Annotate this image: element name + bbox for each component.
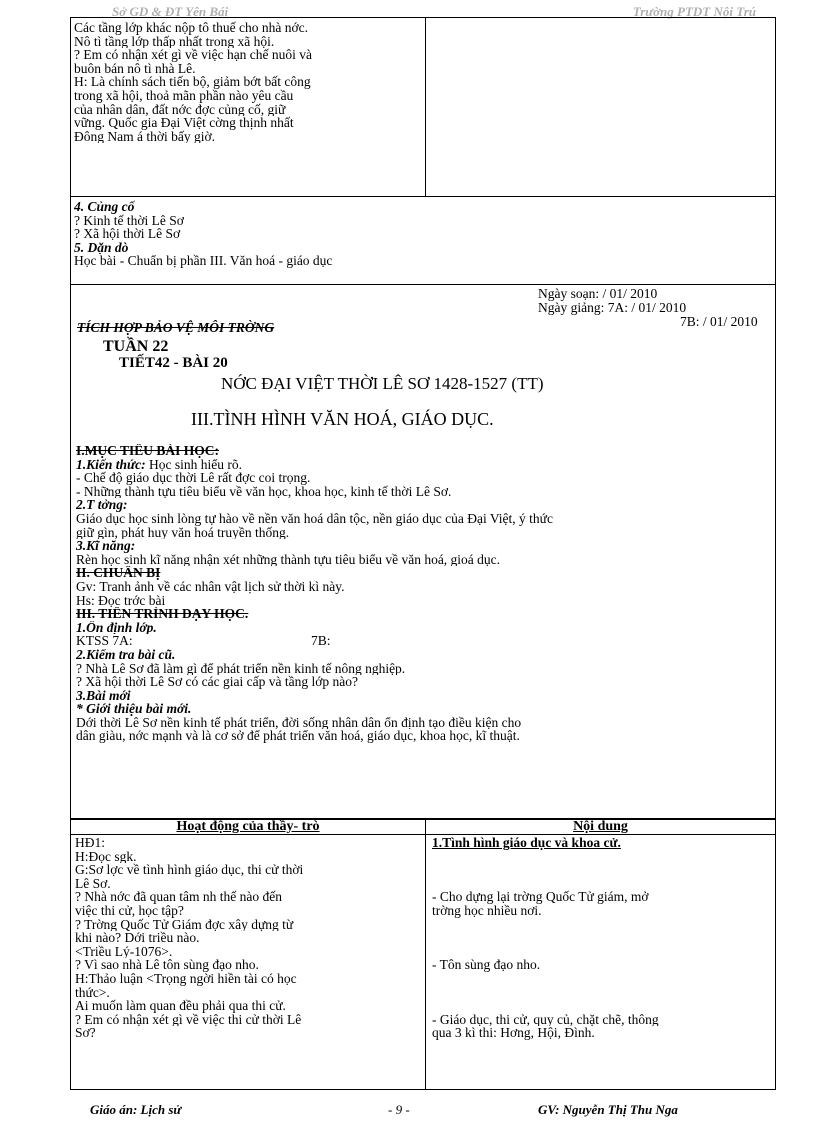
content-line	[432, 918, 775, 932]
subsection-heading: 2.T tởng:	[76, 498, 128, 512]
activity-line: H:Thảo luận <Trọng ngời hiền tài có học	[75, 971, 297, 986]
continuation-text	[74, 21, 425, 143]
content-line: - Cho dựng lại trờng Quốc Tử giám, mở	[432, 890, 649, 904]
activity-line: ? Em có nhận xét gì về việc thi cử thời Lê	[75, 1012, 302, 1027]
activity-line: G:Sơ lợc về tình hình giáo dục, thi cử thời	[75, 863, 304, 877]
date-prepared: Ngày soạn: / 01/ 2010	[538, 286, 658, 301]
body-line: Giáo dục học sinh lòng tự hào về nền văn hoá dân tộc, nền giáo dục của Đại Việt, ý thức	[76, 511, 553, 526]
activity-line: Ai muốn làm quan đều phải qua thi cử.	[75, 999, 286, 1013]
subsection-heading: 2.Kiểm tra bài cũ.	[76, 647, 176, 662]
activity-col-left	[71, 820, 426, 1089]
activity-line: H:Đọc sgk.	[75, 849, 137, 864]
continuation-table	[70, 17, 776, 197]
subsection-heading: * Giới thiệu bài mới.	[76, 702, 192, 716]
homework-text: Học bài - Chuẩn bị phần III. Văn hoá - giáo dục	[74, 254, 333, 268]
content-line	[432, 877, 775, 891]
continuation-line: Nô tì tầng lớp thấp nhất trong xã hội.	[74, 34, 275, 49]
body-line: - Những thành tựu tiêu biểu về văn học, khoa học, kinh tế thời Lê Sơ.	[76, 484, 452, 499]
activity-line: ? Nhà nớc đã quan tâm nh thế nào đến	[75, 890, 282, 904]
activity-line: <Triều Lý-1076>.	[75, 944, 173, 959]
content-col-right	[426, 820, 775, 1089]
attendance-line	[76, 634, 553, 648]
continuation-line: trong xã hội, thoả mãn phần nào yêu cầu	[74, 88, 294, 103]
activity-line: ? Trờng Quốc Tử Giám đợc xây dựng từ	[75, 917, 294, 932]
content-line: qua 3 kì thi: Hơng, Hội, Đình.	[432, 1026, 595, 1040]
knowledge-heading: 1.Kiến thức:	[76, 457, 146, 472]
continuation-line: vững. Quốc gia Đại Việt cờng thịnh nhất	[74, 116, 294, 130]
integration-note: TÍCH HỢP BẢO VỆ MÔI TRỜNG	[77, 320, 275, 335]
activity-line: Sơ?	[75, 1026, 96, 1040]
review-section	[70, 196, 776, 285]
content-line: trờng học nhiều nơi.	[432, 903, 542, 918]
content-line	[432, 850, 775, 864]
activity-text	[71, 835, 425, 1040]
date-taught-7b: 7B: / 01/ 2010	[680, 314, 758, 329]
attendance-7a: KTSS 7A:	[76, 634, 133, 648]
footer-teacher: GV: Nguyễn Thị Thu Nga	[538, 1102, 678, 1117]
body-line: Rèn học sinh kĩ năng nhận xét những thành tựu tiêu biểu về văn hoá, gioá dục.	[76, 552, 501, 567]
continuation-line: buôn bán nô tì nhà Lê.	[74, 61, 196, 76]
date-taught-7a: Ngày giảng: 7A: / 01/ 2010	[538, 300, 687, 315]
body-line: ? Xã hội thời Lê Sơ có các giai cấp và tầng lớp nào?	[76, 675, 358, 689]
section-heading: II. CHUẨN BỊ	[76, 566, 161, 580]
subsection-heading: 3.Kĩ năng:	[76, 539, 136, 553]
attendance-7b: 7B:	[311, 634, 331, 648]
content-line: - Tôn sùng đạo nho.	[432, 958, 541, 972]
continuation-line: H: Là chính sách tiến bộ, giảm bớt bất công	[74, 75, 311, 89]
continuation-line: của nhân dân, đất nớc đợc củng cố, giữ	[74, 102, 286, 117]
section-heading: III. TIẾN TRÌNH DẠY HỌC.	[76, 607, 249, 621]
continuation-line: Đông Nam á thời bấy giờ.	[74, 129, 216, 144]
activity-line: việc thi cử, học tập?	[75, 903, 184, 918]
content-line: - Giáo dục, thi cử, quy củ, chặt chẽ, thông	[432, 1012, 659, 1027]
continuation-line: Các tầng lớp khác nộp tô thuế cho nhà nớc.	[74, 21, 308, 35]
knowledge-text: Học sinh hiểu rõ.	[145, 457, 242, 472]
content-line	[432, 931, 775, 945]
review-question-society: ? Xã hội thời Lê Sơ	[74, 227, 181, 241]
lesson-body	[76, 444, 553, 743]
activity-col-header: Hoạt động của thầy- trò	[71, 820, 425, 835]
week-label: TUẦN 22	[103, 338, 169, 355]
activity-table	[70, 818, 776, 1090]
continuation-right-cell	[426, 18, 775, 196]
footer-subject: Giáo án: Lịch sử	[90, 1102, 182, 1117]
section-heading: I.MỤC TIÊU BÀI HỌC:	[76, 444, 220, 458]
content-line	[432, 945, 775, 959]
lesson-period-label: TIẾT42 - BÀI 20	[119, 355, 228, 371]
lesson-title: NỚC ĐẠI VIỆT THỜI LÊ SƠ 1428-1527 (TT)	[221, 374, 544, 393]
header-school-name: Trường PTDT Nội Trú	[632, 4, 756, 19]
review-heading: 4. Củng cố	[74, 200, 135, 214]
content-line	[432, 863, 775, 877]
activity-line: khi nào? Dới triều nào.	[75, 931, 200, 945]
content-heading: 1.Tình hình giáo dục và khoa cử.	[432, 836, 621, 850]
lesson-subtitle: III.TÌNH HÌNH VĂN HOÁ, GIÁO DỤC.	[191, 409, 494, 429]
continuation-left-cell	[71, 18, 426, 196]
content-line	[432, 972, 775, 986]
body-line: - Chế độ giáo dục thời Lê rất đợc coi trọng.	[76, 471, 311, 485]
knowledge-line	[76, 458, 553, 472]
activity-line: thức>.	[75, 985, 110, 1000]
activity-line: HĐ1:	[75, 836, 105, 850]
lesson-plan-section	[70, 284, 776, 818]
header-school-dept: Sở GD & ĐT Yên Bái	[112, 4, 229, 19]
body-line: ? Nhà Lê Sơ đã làm gì để phát triển nền kinh tế nông nghiệp.	[76, 661, 406, 676]
body-line: giữ gìn, phát huy văn hoá truyền thống.	[76, 525, 290, 540]
content-line	[432, 986, 775, 1000]
content-line	[432, 999, 775, 1013]
review-question-economy: ? Kinh tế thời Lê Sơ	[74, 213, 184, 228]
body-line: Gv: Tranh ảnh về các nhân vật lịch sử thời kì này.	[76, 579, 345, 594]
continuation-line: ? Em có nhận xét gì về việc hạn chế nuôi và	[74, 48, 313, 62]
content-col-header: Nội dung	[426, 820, 775, 835]
body-line: Hs: Đọc trớc bài	[76, 593, 166, 608]
activity-line: ? Vì sao nhà Lê tôn sùng đạo nho.	[75, 958, 259, 972]
body-line: Dới thời Lê Sơ nền kinh tế phát triển, đời sống nhân dân ổn định tạo điều kiện cho	[76, 715, 522, 730]
activity-line: Lê Sơ.	[75, 876, 111, 891]
footer-page-number: - 9 -	[388, 1102, 410, 1117]
subsection-heading: 3.Bài mới	[76, 688, 131, 703]
content-text	[432, 850, 775, 1040]
homework-heading: 5. Dặn dò	[74, 240, 129, 255]
subsection-heading: 1.Ổn định lớp.	[76, 620, 157, 635]
body-line: dân giàu, nớc mạnh và là cơ sở để phát triển văn hoá, giáo dục, khoa học, kĩ thuật.	[76, 729, 520, 744]
